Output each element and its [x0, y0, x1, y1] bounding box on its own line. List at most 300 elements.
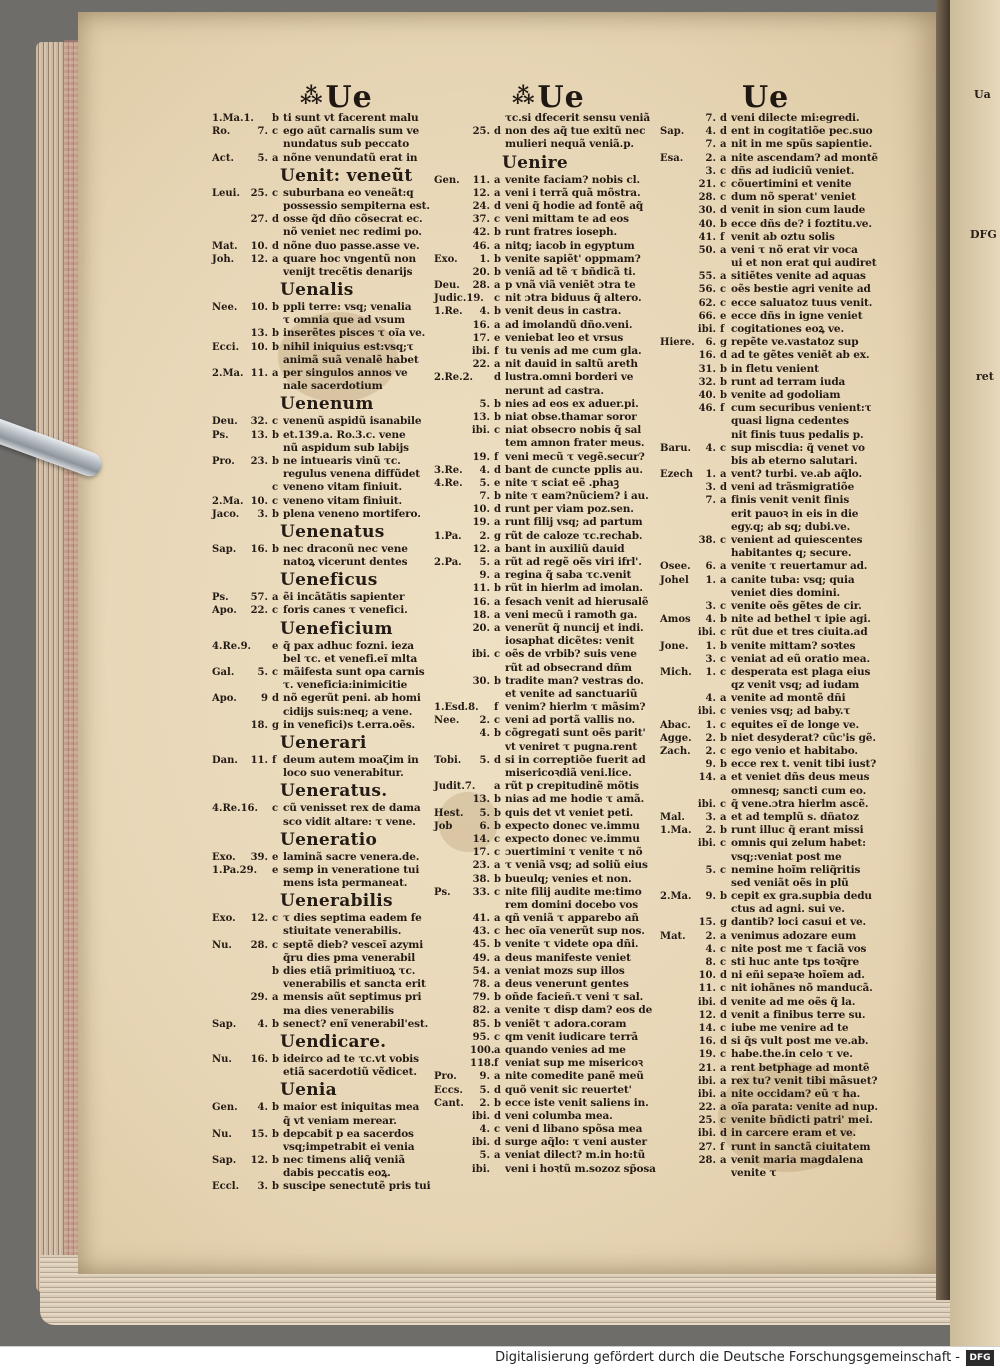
section-letter: b [494, 1097, 501, 1109]
entry-line [434, 213, 662, 226]
section-letter: a [720, 1088, 727, 1100]
chapter-number: 30. [698, 205, 716, 217]
book-reference: Ps. [212, 429, 229, 441]
entry-text: oñde facieñ.τ veni τ sal. [505, 991, 644, 1004]
entry-text: ego venio et habitabo. [731, 745, 858, 757]
entry-text: dies etiã primitiuoꝝ τc. [283, 965, 416, 977]
entry-line [434, 371, 662, 384]
entry-text: depcabit̃ p ea sacerdos [283, 1127, 414, 1140]
entry-text: animã suã venalẽ habet [283, 353, 419, 366]
entry-line [434, 253, 662, 266]
chapter-number: 22. [472, 359, 490, 371]
section-letter: b [272, 1102, 279, 1114]
entry-line [434, 1149, 662, 1162]
entry-text: nit dauid in saltũ areth [505, 358, 638, 371]
entry-line [212, 912, 440, 925]
book-reference: 2.Ma. [212, 368, 244, 379]
entry-line [434, 965, 662, 978]
chapter-number: 18. [472, 609, 490, 621]
entry-text: veneno vitam finiuit. [283, 494, 403, 507]
entry-line [434, 899, 662, 912]
entry-line [212, 1167, 440, 1180]
entry-text: loco suo venerabitur. [283, 767, 404, 780]
chapter-number: 27. [698, 1141, 716, 1153]
chapter-number: 5. [479, 477, 490, 489]
entry-text: veniat dilect? m.in ho:tũ [505, 1149, 646, 1162]
entry-line [434, 1070, 662, 1083]
entry-text: ad imolandũ dño.veni. [505, 318, 633, 331]
entry-line [660, 494, 888, 507]
book-reference: Nu. [212, 1128, 232, 1140]
entry-line [434, 596, 662, 609]
chapter-number: 5. [479, 1150, 490, 1162]
entry-text: nite τ sciat eẽ .phaꝫ [505, 476, 619, 489]
entry-text: runt in sanctã ciuitatem [731, 1140, 871, 1153]
book-reference: 1.Ma. [660, 825, 692, 837]
entry-text: cõgregati sunt oẽs parit' [505, 727, 646, 740]
section-letter: a [494, 979, 501, 990]
concordance-column [212, 112, 440, 1194]
book-reference: Dan. [212, 754, 238, 766]
section-letter: g [494, 530, 501, 542]
entry-text: venim? hierlm τ mãsim? [505, 701, 646, 714]
entry-line [212, 706, 440, 719]
entry-line [660, 943, 888, 956]
entry-text: omnis qui zelum habet: [731, 837, 866, 850]
entry-line [660, 204, 888, 217]
entry-text: nit iohãnes nõ manducã. [731, 982, 873, 995]
entry-line [660, 1101, 888, 1114]
section-letter: b [272, 543, 279, 555]
chapter-number: 10. [250, 302, 268, 314]
book-reference: Nee. [212, 302, 238, 314]
entry-line [434, 411, 662, 424]
section-letter: d [494, 1084, 501, 1096]
entry-line [660, 178, 888, 191]
book-reference: Johel [660, 574, 689, 586]
entry-line [212, 367, 440, 380]
entry-line [660, 415, 888, 428]
entry-line [212, 1053, 440, 1066]
chapter-number: ibi. [697, 798, 716, 810]
entry-line [660, 705, 888, 718]
entry-line [212, 851, 440, 864]
section-letter: b [720, 614, 727, 626]
section-letter: c [494, 214, 501, 226]
chapter-number: 13. [250, 328, 268, 340]
entry-text: sti huc ante tps toꝛq̃re [731, 956, 860, 968]
entry-text: iosaphat dicẽtes: venit [505, 635, 635, 648]
entry-line [212, 301, 440, 314]
section-letter: b [272, 1181, 279, 1193]
entry-text: venite τ disp dam? eos de [505, 1004, 653, 1017]
section-letter: a [720, 811, 727, 823]
section-letter: c [494, 715, 501, 727]
chapter-number: 38. [698, 535, 716, 546]
entry-line [212, 253, 440, 266]
entry-text: sed veniãt oẽs in plũ [731, 876, 849, 889]
entry-line [434, 978, 662, 991]
section-letter: b [272, 1128, 279, 1140]
section-letter: g [720, 337, 727, 349]
entry-text: si q̃s vult post me ve.ab. [731, 1035, 869, 1048]
chapter-number: 11. [250, 754, 268, 766]
entry-line [212, 266, 440, 279]
entry-line [660, 349, 888, 362]
chapter-number: 11. [698, 983, 716, 995]
section-letter: a [494, 913, 501, 925]
entry-line [660, 692, 888, 705]
book-reference: Job [434, 820, 453, 832]
entry-line [660, 1127, 888, 1140]
entry-line [434, 727, 662, 740]
chapter-number: 25. [250, 187, 268, 199]
footer-bar [0, 1346, 1000, 1370]
entry-text: mens ista permaneat. [283, 877, 408, 890]
book-reference: Nu. [212, 1053, 232, 1065]
entry-text: veni mecũ τ vegẽ.secur? [505, 450, 645, 463]
entry-line [660, 1062, 888, 1075]
entry-line [212, 816, 440, 829]
chapter-number: 14. [472, 833, 490, 845]
entry-text: veniet dies domini. [731, 586, 841, 599]
chapter-number: ibi. [697, 324, 716, 335]
chapter-number: 10. [250, 341, 268, 353]
entry-line [434, 464, 662, 477]
entry-text: venite τ videte opa dñi. [505, 938, 639, 951]
entry-text: veni d libano spõsa mea [505, 1123, 643, 1136]
book-reference: Amos [660, 614, 691, 626]
entry-line [434, 1044, 662, 1057]
chapter-number: 62. [698, 297, 716, 309]
section-letter: d [720, 126, 727, 138]
entry-line [434, 1031, 662, 1044]
section-letter: b [494, 583, 501, 595]
section-letter: c [494, 425, 501, 437]
chapter-number: 20. [472, 622, 490, 634]
chapter-number: 14. [698, 772, 716, 784]
chapter-number: 31. [698, 363, 716, 375]
chapter-number: 1. [705, 574, 716, 586]
entry-text: runt illuc q̃ erant missi [731, 824, 864, 837]
entry-line [212, 380, 440, 393]
section-letter: a [494, 1044, 501, 1056]
entry-line [660, 244, 888, 257]
section-letter: c [494, 847, 501, 859]
entry-line [434, 332, 662, 345]
entry-text: τc.si dfecerit sensu veniã [505, 112, 651, 124]
chapter-number: 12. [698, 1009, 716, 1021]
chapter-number: ibi. [471, 1137, 490, 1149]
entry-text: nõne venundatũ erat in [283, 151, 418, 164]
section-letter: a [720, 930, 727, 942]
chapter-number: 7. [479, 491, 490, 503]
section-letter: c [720, 653, 727, 665]
entry-text: habitantes q; secure. [731, 547, 852, 560]
chapter-number: ibi. [697, 838, 716, 850]
entry-text: bant de cuncte pplis au. [505, 463, 643, 476]
entry-line [660, 956, 888, 969]
section-letter: b [272, 1155, 279, 1167]
entry-text: runt ad terram iuda [731, 375, 846, 388]
entry-text: hec oĩa venerũt sup nos. [505, 925, 645, 938]
entry-text: nemine hoĩm reliq̃ritis [731, 863, 861, 876]
entry-text: qñ veniã τ apparebo añ [505, 912, 639, 925]
chapter-number: ibi. [697, 1075, 716, 1087]
entry-line [434, 358, 662, 371]
section-letter: b [272, 508, 279, 520]
headword: Ueneratio [280, 829, 378, 850]
entry-line [212, 481, 440, 494]
section-letter: g [272, 719, 279, 731]
chapter-number: 5. [479, 398, 490, 410]
entry-line [660, 455, 888, 468]
entry-text: equites eĩ de longe ve. [731, 718, 860, 731]
entry-line [660, 1088, 888, 1101]
entry-text: ne intuearis vinũ τc. [283, 454, 401, 467]
entry-text: nundatus sub peccato [283, 138, 410, 151]
section-letter: d [720, 205, 727, 217]
entry-text: venijt trecẽtis denarijs [283, 265, 413, 278]
entry-text: nerunt ad castra. [505, 384, 604, 397]
section-letter: a [272, 592, 279, 604]
entry-text: τ omnia que ad vsum [283, 314, 405, 327]
entry-line [660, 376, 888, 389]
chapter-number: 1. [705, 640, 716, 652]
chapter-number: 23. [472, 860, 490, 872]
chapter-number: 43. [472, 926, 490, 938]
entry-text: ctus ad agni. sui ve. [731, 903, 845, 916]
book-reference: Gen. [212, 1102, 238, 1114]
entry-text: possessio sempiterna est. [283, 199, 430, 212]
section-letter: b [272, 302, 279, 314]
section-letter: c [720, 284, 727, 296]
column-header: ⁂Ue [300, 80, 373, 115]
entry-text: lustra.omni borderi ve [505, 371, 634, 384]
book-reference: 2.Ma. [660, 891, 692, 903]
entry-text: ni eñi sepaꝛe hoĩem ad. [731, 969, 865, 982]
entry-text: runt per viam poz.sen. [505, 503, 634, 516]
entry-text: veni τ nõ erat vir voca [731, 243, 858, 256]
entry-text: dantib? loci casui et ve. [731, 916, 867, 929]
chapter-number: 5. [257, 667, 268, 678]
entry-text: repẽte ve.vastatoz sup [731, 336, 859, 349]
section-letter: c [720, 1115, 727, 1127]
entry-line [212, 952, 440, 965]
book-reference: 1.Pa. [434, 530, 462, 542]
entry-line [434, 807, 662, 820]
section-letter: a [494, 596, 501, 608]
section-letter: c [272, 605, 279, 617]
entry-line [212, 1154, 440, 1167]
entry-text: tem amnon frater meus. [505, 437, 645, 450]
entry-line [660, 732, 888, 745]
chapter-number: 7. [257, 126, 268, 138]
section-letter: a [720, 244, 727, 256]
entry-text: ecce rex t. venit tibi iust? [731, 758, 877, 771]
section-letter: d [494, 1137, 501, 1149]
entry-text: cepit ex gra.supbia dedu [731, 890, 872, 903]
book-reference: Tobi. [434, 754, 462, 766]
chapter-number: 10. [250, 240, 268, 252]
section-letter: d [720, 113, 727, 124]
chapter-number: 3. [705, 600, 716, 612]
section-letter: f [494, 1058, 499, 1070]
book-reference: 4.Re.16. [212, 803, 258, 815]
entry-text: ẽi incãtãtis sapienter [283, 591, 405, 604]
chapter-number: 45. [472, 939, 490, 951]
section-letter: b [494, 807, 501, 819]
chapter-number: ibi. [697, 1088, 716, 1100]
section-letter: c [720, 746, 727, 757]
chapter-number: 24. [472, 200, 490, 212]
entry-text: semp in veneratione tui [283, 863, 420, 876]
chapter-number: 10. [472, 504, 490, 516]
entry-text: venit ab oztu solis [731, 230, 835, 243]
headword: Uenire [502, 152, 569, 173]
entry-line [434, 451, 662, 464]
entry-line [660, 719, 888, 732]
entry-line [660, 1141, 888, 1154]
entry-line [434, 648, 662, 661]
chapter-number: 11. [472, 583, 490, 595]
book-reference: 1.Esd.8. [434, 702, 479, 714]
entry-line [660, 1022, 888, 1035]
section-letter: d [720, 996, 727, 1008]
entry-line [434, 991, 662, 1004]
headword: Uenalis [280, 280, 354, 301]
section-letter: a [494, 517, 501, 529]
headword: Uendicare. [280, 1031, 387, 1052]
chapter-number: 18. [250, 719, 268, 731]
section-letter: a [494, 543, 501, 555]
entry-text: mensis aũt septimus pri [283, 991, 422, 1004]
entry-text: suburbana eo veneãt:q [283, 186, 414, 199]
entry-line [660, 574, 888, 587]
headword: Ueneficium [280, 618, 393, 639]
section-letter: b [494, 253, 501, 265]
entry-text: regulus venena diffũdet [283, 468, 420, 481]
section-letter: c [720, 535, 727, 546]
chapter-number: 78. [472, 979, 490, 990]
headword: Uenerari [280, 732, 367, 753]
section-letter: b [494, 306, 501, 318]
entry-line [212, 640, 440, 653]
entry-line [660, 468, 888, 481]
chapter-number: 4. [705, 126, 716, 138]
chapter-number: 2. [705, 732, 716, 744]
section-letter: b [494, 992, 501, 1004]
entry-text: ideirco ad te τc.vt vobis [283, 1052, 419, 1065]
entry-line [212, 415, 440, 428]
chapter-number: 28. [698, 192, 716, 204]
book-reference: Act. [212, 152, 234, 164]
entry-text: in fletu venient [731, 362, 819, 375]
entry-line [212, 1005, 440, 1018]
chapter-number: 1. [479, 253, 490, 265]
entry-text: senect? enĩ venerabil'est. [283, 1017, 429, 1030]
section-letter: c [720, 627, 727, 639]
entry-text: sco vidit altare: τ vene. [283, 815, 416, 828]
entry-line [434, 820, 662, 833]
book-reference: Ps. [434, 886, 451, 898]
entry-line [434, 833, 662, 846]
chapter-number: 2. [479, 715, 490, 727]
section-letter: c [494, 886, 501, 898]
chapter-number: 14. [698, 1022, 716, 1034]
entry-text: quasi ligna cedentes [731, 415, 849, 428]
entry-text: habe.the.in celo τ ve. [731, 1048, 853, 1061]
entry-text: veni mecũ i ramoth ga. [505, 608, 638, 621]
chapter-number: 16. [250, 1053, 268, 1065]
entry-line [660, 996, 888, 1009]
entry-text: deum autem moaζim in [283, 753, 419, 766]
entry-text: plena veneno mortifero. [283, 507, 421, 520]
section-letter: a [494, 952, 501, 964]
entry-text: veniat ad eũ oratio mea. [731, 652, 870, 665]
facing-page [950, 0, 1000, 1346]
chapter-number: 38. [472, 873, 490, 885]
book-reference: Agge. [660, 732, 692, 744]
section-letter: c [720, 798, 727, 810]
entry-line [660, 218, 888, 231]
chapter-number: 27. [250, 214, 268, 226]
section-letter: c [720, 666, 727, 678]
chapter-number: 25. [472, 126, 490, 138]
entry-line [434, 490, 662, 503]
entry-line [434, 437, 662, 450]
entry-text: ɔuertimini τ venite τ nõ [505, 846, 643, 859]
entry-text: ent in cogitatiõe pec.suo [731, 125, 873, 138]
entry-line [660, 864, 888, 877]
entry-text: venite faciam? nobis cl. [505, 173, 640, 186]
entry-line [212, 200, 440, 213]
entry-line [660, 877, 888, 890]
chapter-number: ibi. [697, 706, 716, 718]
entry-text: misericoꝛdiã veni.lice. [505, 767, 632, 779]
section-letter: c [272, 803, 279, 815]
entry-line [660, 1035, 888, 1048]
section-letter: e [494, 332, 501, 344]
entry-line [212, 240, 440, 253]
book-reference: Exo. [434, 253, 458, 265]
book-reference: Eccs. [434, 1084, 463, 1096]
entry-text: venite ad montẽ dñi [731, 692, 846, 705]
section-letter: c [720, 442, 727, 454]
section-letter: b [272, 341, 279, 353]
entry-text: nale sacerdotium [283, 380, 383, 393]
entry-text: in carcere eram et ve. [731, 1127, 857, 1140]
entry-text: venit maria magdalena [731, 1153, 864, 1166]
entry-text: inserẽtes pisces τ oĩa ve. [283, 327, 426, 340]
entry-text: venit a finibus terre su. [731, 1008, 866, 1021]
entry-text: expecto donec ve.immu [505, 832, 640, 845]
entry-line [434, 569, 662, 582]
chapter-number: 16. [250, 543, 268, 555]
book-reference: Sap. [212, 1018, 237, 1030]
section-letter: b [720, 759, 727, 771]
chapter-number: 28. [250, 939, 268, 951]
chapter-number: 3. [705, 653, 716, 665]
book-reference: Sap. [660, 126, 685, 138]
entry-text: veni columba mea. [505, 1109, 613, 1122]
chapter-number: 41. [698, 231, 716, 243]
entry-text: niet desyderat? cũc'is gẽ. [731, 731, 876, 744]
book-reference: Exo. [212, 851, 236, 863]
entry-line [434, 138, 662, 151]
entry-text: venit in sion cum laude [731, 204, 866, 217]
chapter-number: 3. [257, 1181, 268, 1193]
